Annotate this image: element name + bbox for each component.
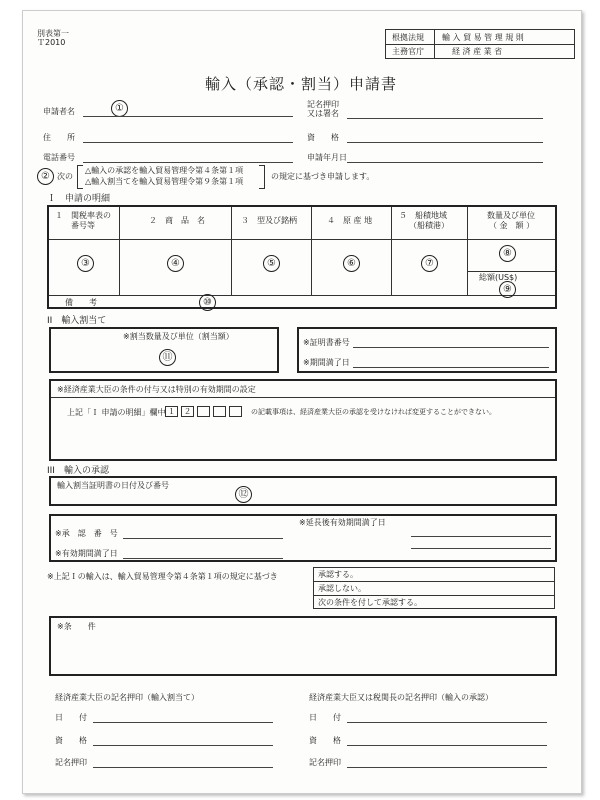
right-date-label: 日 付 [309, 713, 341, 722]
condition-suffix: の記載事項は、経済産業大臣の承認を受けなければ変更することができない。 [251, 408, 496, 416]
total-label: 総額(US$) [479, 273, 518, 282]
validity-label: ※有効期間満了日 [55, 549, 118, 558]
marker-10: ⑩ [199, 294, 216, 311]
col-shipping-area-line1: ５ 船積地域 [399, 211, 447, 220]
digit-box-4[interactable] [213, 406, 226, 417]
application-form-page [22, 10, 582, 794]
condition-box [49, 379, 557, 461]
option-conditional[interactable]: 次の条件を付して承認する。 [318, 598, 422, 607]
capacity-field[interactable] [347, 142, 543, 143]
col-shipping-area-line2: （船積港） [409, 221, 449, 230]
applicant-name-label: 申請者名 [43, 107, 75, 116]
right-signature-title: 経済産業大臣又は税関長の記名押印（輸入の承認） [309, 693, 493, 702]
digit-box-3[interactable] [197, 406, 210, 417]
conditions-label: ※条 件 [57, 622, 96, 631]
marker-5: ⑤ [263, 255, 280, 272]
quota-certificate-box[interactable] [49, 476, 557, 506]
phone-field[interactable] [83, 162, 293, 163]
right-date-field[interactable] [347, 722, 547, 723]
rule-prefix: 次の [57, 172, 73, 181]
extended-validity-field-2[interactable] [411, 548, 551, 549]
marker-8: ⑧ [499, 245, 516, 262]
marker-7: ⑦ [421, 255, 438, 272]
seal-field[interactable] [347, 118, 543, 119]
left-date-label: 日 付 [55, 713, 87, 722]
remarks-label: 備 考 [65, 298, 97, 307]
col-product-name: ２ 商 品 名 [149, 216, 205, 225]
certificate-box [297, 327, 557, 373]
right-seal-label: 記名押印 [309, 758, 341, 767]
seal-label-1: 記名押印 [307, 100, 339, 109]
conditions-box[interactable] [49, 616, 557, 676]
ministry-label: 主務官庁 [392, 47, 424, 56]
ministry-value: 経 済 産 業 省 [452, 47, 503, 56]
application-date-field[interactable] [347, 162, 543, 163]
form-title: 輸入（承認・割当）申請書 [205, 75, 398, 93]
rule-suffix: の規定に基づき申請します。 [271, 172, 375, 181]
expiry-date-field[interactable] [353, 367, 549, 368]
left-date-field[interactable] [93, 722, 273, 723]
regulation-box [385, 29, 575, 59]
marker-3: ③ [77, 255, 94, 272]
condition-item-digits[interactable] [165, 406, 245, 417]
basis-value: 輸 入 貿 易 管 理 規 則 [442, 33, 524, 42]
left-capacity-label: 資 格 [55, 736, 87, 745]
digit-box-5[interactable] [229, 406, 242, 417]
quota-certificate-label: 輸入割当証明書の日付及び番号 [57, 481, 169, 490]
form-code: Ｔ2010 [37, 38, 66, 47]
marker-12: ⑫ [235, 486, 252, 503]
col-tariff-number-line2: 番号等 [71, 221, 95, 230]
marker-9: ⑨ [499, 281, 516, 298]
right-capacity-label: 資 格 [309, 736, 341, 745]
col-tariff-number-line1: １ 関税率表の [55, 211, 111, 220]
applicant-name-field[interactable] [83, 116, 293, 117]
approval-rule-text: ※上記Ｉの輸入は、輸入貿易管理令第４条第１項の規定に基づき [47, 572, 278, 581]
expiry-date-label: ※期間満了日 [303, 358, 350, 367]
extended-validity-field[interactable] [411, 536, 551, 537]
condition-title: ※経済産業大臣の条件の付与又は特別の有効期間の設定 [57, 385, 256, 394]
option-reject[interactable]: 承認しない。 [318, 584, 366, 593]
certificate-number-field[interactable] [353, 347, 549, 348]
application-date-label: 申請年月日 [307, 153, 347, 162]
quota-box[interactable] [49, 327, 279, 373]
address-field[interactable] [83, 142, 293, 143]
section1-heading: Ｉ 申請の明細 [47, 194, 111, 204]
condition-prefix: 上記「Ｉ 申請の明細」欄中 [67, 408, 166, 417]
col-quantity-line1: 数量及び単位 [487, 211, 535, 220]
capacity-label: 資 格 [307, 133, 339, 142]
quota-label: ※割当数量及び単位（割当額） [123, 332, 234, 341]
approval-options-box [313, 567, 555, 609]
option-approve[interactable]: 承認する。 [318, 570, 358, 579]
col-model-brand: ３ 型及び銘柄 [241, 216, 297, 225]
marker-2: ② [37, 168, 54, 185]
approval-box [49, 514, 557, 562]
form-number: 別表第一 [37, 29, 69, 38]
marker-1: ① [111, 100, 128, 117]
right-capacity-field[interactable] [347, 745, 547, 746]
rule-option-quota[interactable]: △輸入割当てを輸入貿易管理令第９条第１項 [85, 177, 244, 186]
col-quantity-line2: （ 金 額 ） [489, 221, 535, 230]
digit-box-1[interactable]: １ [165, 406, 178, 417]
basis-label: 根拠法規 [392, 33, 424, 42]
extended-validity-label: ※延長後有効期間満了日 [299, 518, 386, 527]
digit-box-2[interactable]: ２ [181, 406, 194, 417]
phone-label: 電話番号 [43, 153, 75, 162]
left-seal-field[interactable] [93, 767, 273, 768]
left-signature-title: 経済産業大臣の記名押印（輸入割当て） [55, 693, 199, 702]
details-table [47, 205, 557, 309]
rule-option-approval[interactable]: △輸入の承認を輸入貿易管理令第４条第１項 [85, 166, 244, 175]
address-label: 住 所 [43, 133, 75, 142]
approval-number-field[interactable] [123, 538, 283, 539]
left-seal-label: 記名押印 [55, 758, 87, 767]
right-seal-field[interactable] [347, 767, 547, 768]
marker-4: ④ [167, 255, 184, 272]
marker-11: ⑪ [159, 349, 176, 366]
left-capacity-field[interactable] [93, 745, 273, 746]
marker-6: ⑥ [343, 255, 360, 272]
approval-number-label: ※承 認 番 号 [55, 529, 118, 538]
certificate-number-label: ※証明書番号 [303, 338, 350, 347]
section3-heading: III 輸入の承認 [47, 466, 109, 476]
section2-heading: II 輸入割当て [47, 316, 107, 326]
col-origin: ４ 原 産 地 [327, 216, 373, 225]
validity-field[interactable] [123, 558, 283, 559]
seal-label-2: 又は署名 [307, 109, 339, 118]
